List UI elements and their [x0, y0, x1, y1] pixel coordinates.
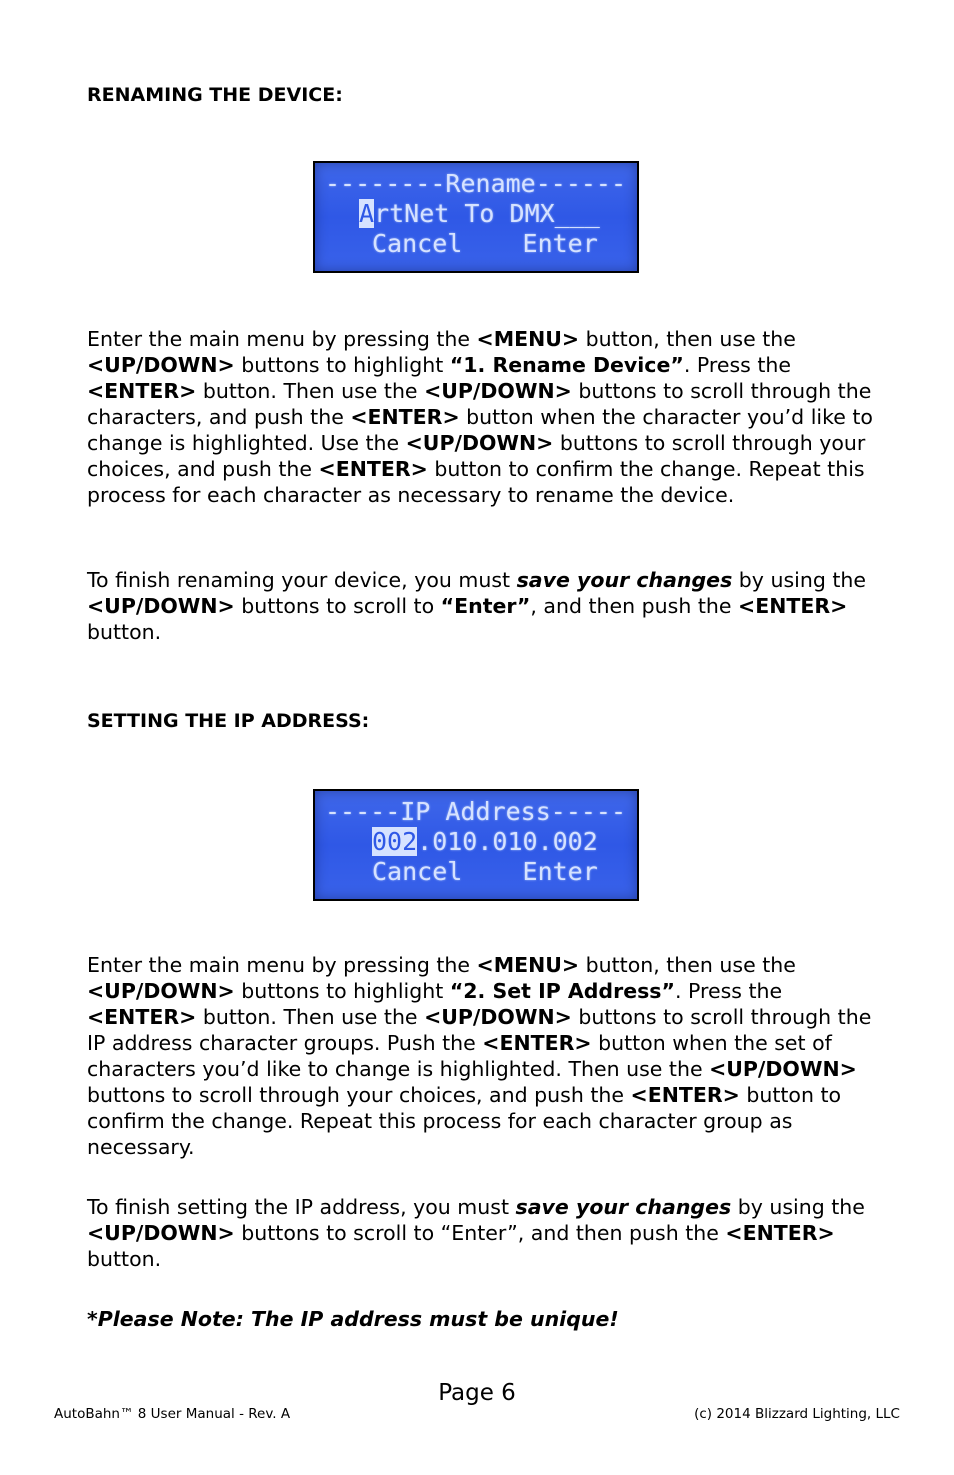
lcd-cursor-group: 002	[372, 827, 418, 856]
heading-setting-ip: SETTING THE IP ADDRESS:	[87, 710, 370, 732]
lcd-option-cancel: Cancel	[372, 857, 463, 886]
rename-instructions: Enter the main menu by pressing the <MENU> button, then use the <UP/DOWN> buttons to highlight “1. Rename Device”. Press the <ENTER> button. Then use the <UP/DOWN> buttons to scroll through the characters, and push the <ENTER> button when the character you’d like to change is highlighted. Use the <UP/DOWN> buttons to scroll through your choices, and push the <ENTER> button to confirm the change. Repeat this process for each character as necessary to rename the device.	[87, 327, 873, 507]
lcd-line-title: --------Rename------	[325, 169, 627, 198]
lcd-option-enter: Enter	[522, 229, 598, 258]
lcd-option-enter: Enter	[522, 857, 598, 886]
lcd-line-ip	[315, 827, 694, 856]
lcd-rename-display	[313, 161, 639, 273]
lcd-name-text: rtNet To DMX___	[374, 199, 600, 228]
lcd-ip-display	[313, 789, 639, 901]
lcd-ip-text: .010.010.002	[417, 827, 598, 856]
lcd-cursor: A	[359, 199, 375, 228]
rename-save-instructions: To finish renaming your device, you must save your changes by using the <UP/DOWN> buttons to scroll to “Enter”, and then push the <ENTER> button.	[87, 568, 866, 644]
ip-instructions: Enter the main menu by pressing the <MENU> button, then use the <UP/DOWN> buttons to highlight “2. Set IP Address”. Press the <ENTER> button. Then use the <UP/DOWN> buttons to scroll through the IP address character groups. Push the <ENTER> button when the set of characters you’d like to change is highlighted. Then use the <UP/DOWN> buttons to scroll through your choices, and push the <ENTER> button to confirm the change. Repeat this process for each character group as necessary.	[87, 953, 872, 1159]
lcd-option-cancel: Cancel	[372, 229, 463, 258]
footer-copyright: (c) 2014 Blizzard Lighting, LLC	[694, 1406, 900, 1422]
lcd-line-options	[315, 857, 694, 886]
lcd-line-name	[315, 199, 681, 228]
heading-renaming-device: RENAMING THE DEVICE:	[87, 84, 343, 106]
ip-unique-note: *Please Note: The IP address must be unique!	[87, 1307, 619, 1331]
page-number: Page 6	[438, 1380, 516, 1406]
lcd-line-options	[315, 229, 694, 258]
footer-manual-title: AutoBahn™ 8 User Manual - Rev. A	[54, 1406, 291, 1422]
ip-save-instructions: To finish setting the IP address, you must save your changes by using the <UP/DOWN> buttons to scroll to “Enter”, and then push the <ENTER> button.	[87, 1195, 865, 1271]
lcd-line-title: -----IP Address-----	[325, 797, 627, 826]
